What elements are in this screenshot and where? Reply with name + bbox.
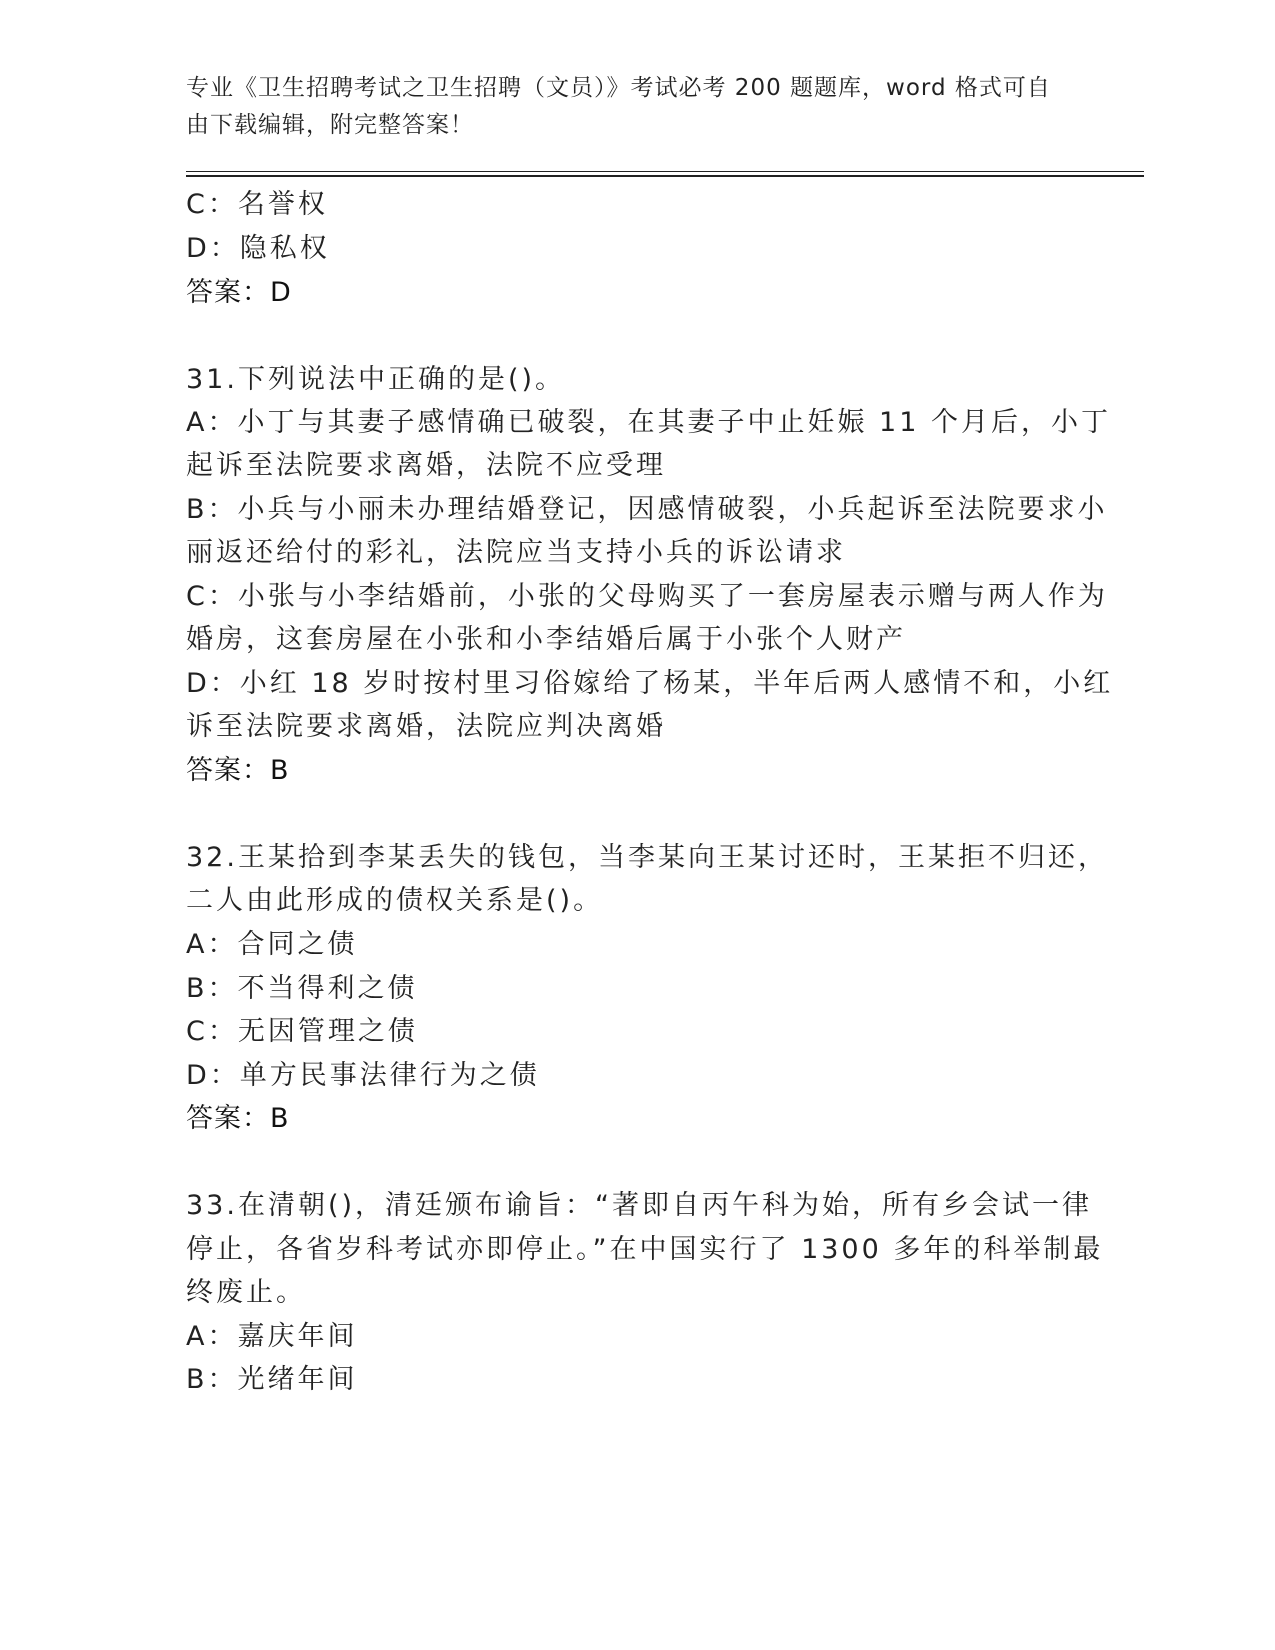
q31-stem: 31.下列说法中正确的是()。 bbox=[186, 364, 566, 395]
q31-option-d-line-1: D：小红 18 岁时按村里习俗嫁给了杨某，半年后两人感情不和，小红 bbox=[186, 668, 1114, 699]
q31-option-c-line-1: C：小张与小李结婚前，小张的父母购买了一套房屋表示赠与两人作为 bbox=[186, 581, 1108, 612]
header-line-1: 专业《卫生招聘考试之卫生招聘（文员）》考试必考 200 题题库，word 格式可自 bbox=[186, 75, 1051, 101]
header-line-2: 由下载编辑，附完整答案！ bbox=[186, 112, 474, 138]
q32-option-d: D：单方民事法律行为之债 bbox=[186, 1060, 540, 1091]
q32-option-b: B：不当得利之债 bbox=[186, 973, 418, 1004]
q32-stem-line-1: 32.王某拾到李某丢失的钱包，当李某向王某讨还时，王某拒不归还， bbox=[186, 842, 1108, 873]
q31-option-c-line-2: 婚房，这套房屋在小张和小李结婚后属于小张个人财产 bbox=[186, 624, 906, 655]
q31-option-a-line-2: 起诉至法院要求离婚，法院不应受理 bbox=[186, 450, 666, 481]
q30-option-c: C：名誉权 bbox=[186, 189, 328, 220]
header-rule-thin bbox=[186, 171, 1144, 172]
q33-option-b: B：光绪年间 bbox=[186, 1364, 358, 1395]
q33-stem-line-2: 停止，各省岁科考试亦即停止。”在中国实行了 1300 多年的科举制最 bbox=[186, 1234, 1104, 1265]
q30-answer: 答案：D bbox=[186, 277, 292, 308]
q32-answer: 答案：B bbox=[186, 1103, 290, 1134]
page-header bbox=[186, 70, 1066, 144]
header-rule-thick bbox=[186, 175, 1144, 177]
q32-stem-line-2: 二人由此形成的债权关系是()。 bbox=[186, 885, 604, 916]
q31-option-b-line-2: 丽返还给付的彩礼，法院应当支持小兵的诉讼请求 bbox=[186, 537, 846, 568]
q32-option-c: C：无因管理之债 bbox=[186, 1016, 418, 1047]
q33-stem-line-3: 终废止。 bbox=[186, 1277, 306, 1308]
q32-option-a: A：合同之债 bbox=[186, 929, 358, 960]
q31-option-d-line-2: 诉至法院要求离婚，法院应判决离婚 bbox=[186, 711, 666, 742]
q31-answer: 答案：B bbox=[186, 755, 290, 786]
q30-option-d: D：隐私权 bbox=[186, 233, 330, 264]
q33-stem-line-1: 33.在清朝()，清廷颁布谕旨：“著即自丙午科为始，所有乡会试一律 bbox=[186, 1190, 1092, 1221]
q33-option-a: A：嘉庆年间 bbox=[186, 1321, 358, 1352]
q31-option-b-line-1: B：小兵与小丽未办理结婚登记，因感情破裂，小兵起诉至法院要求小 bbox=[186, 494, 1108, 525]
q31-option-a-line-1: A：小丁与其妻子感情确已破裂，在其妻子中止妊娠 11 个月后，小丁 bbox=[186, 407, 1111, 438]
